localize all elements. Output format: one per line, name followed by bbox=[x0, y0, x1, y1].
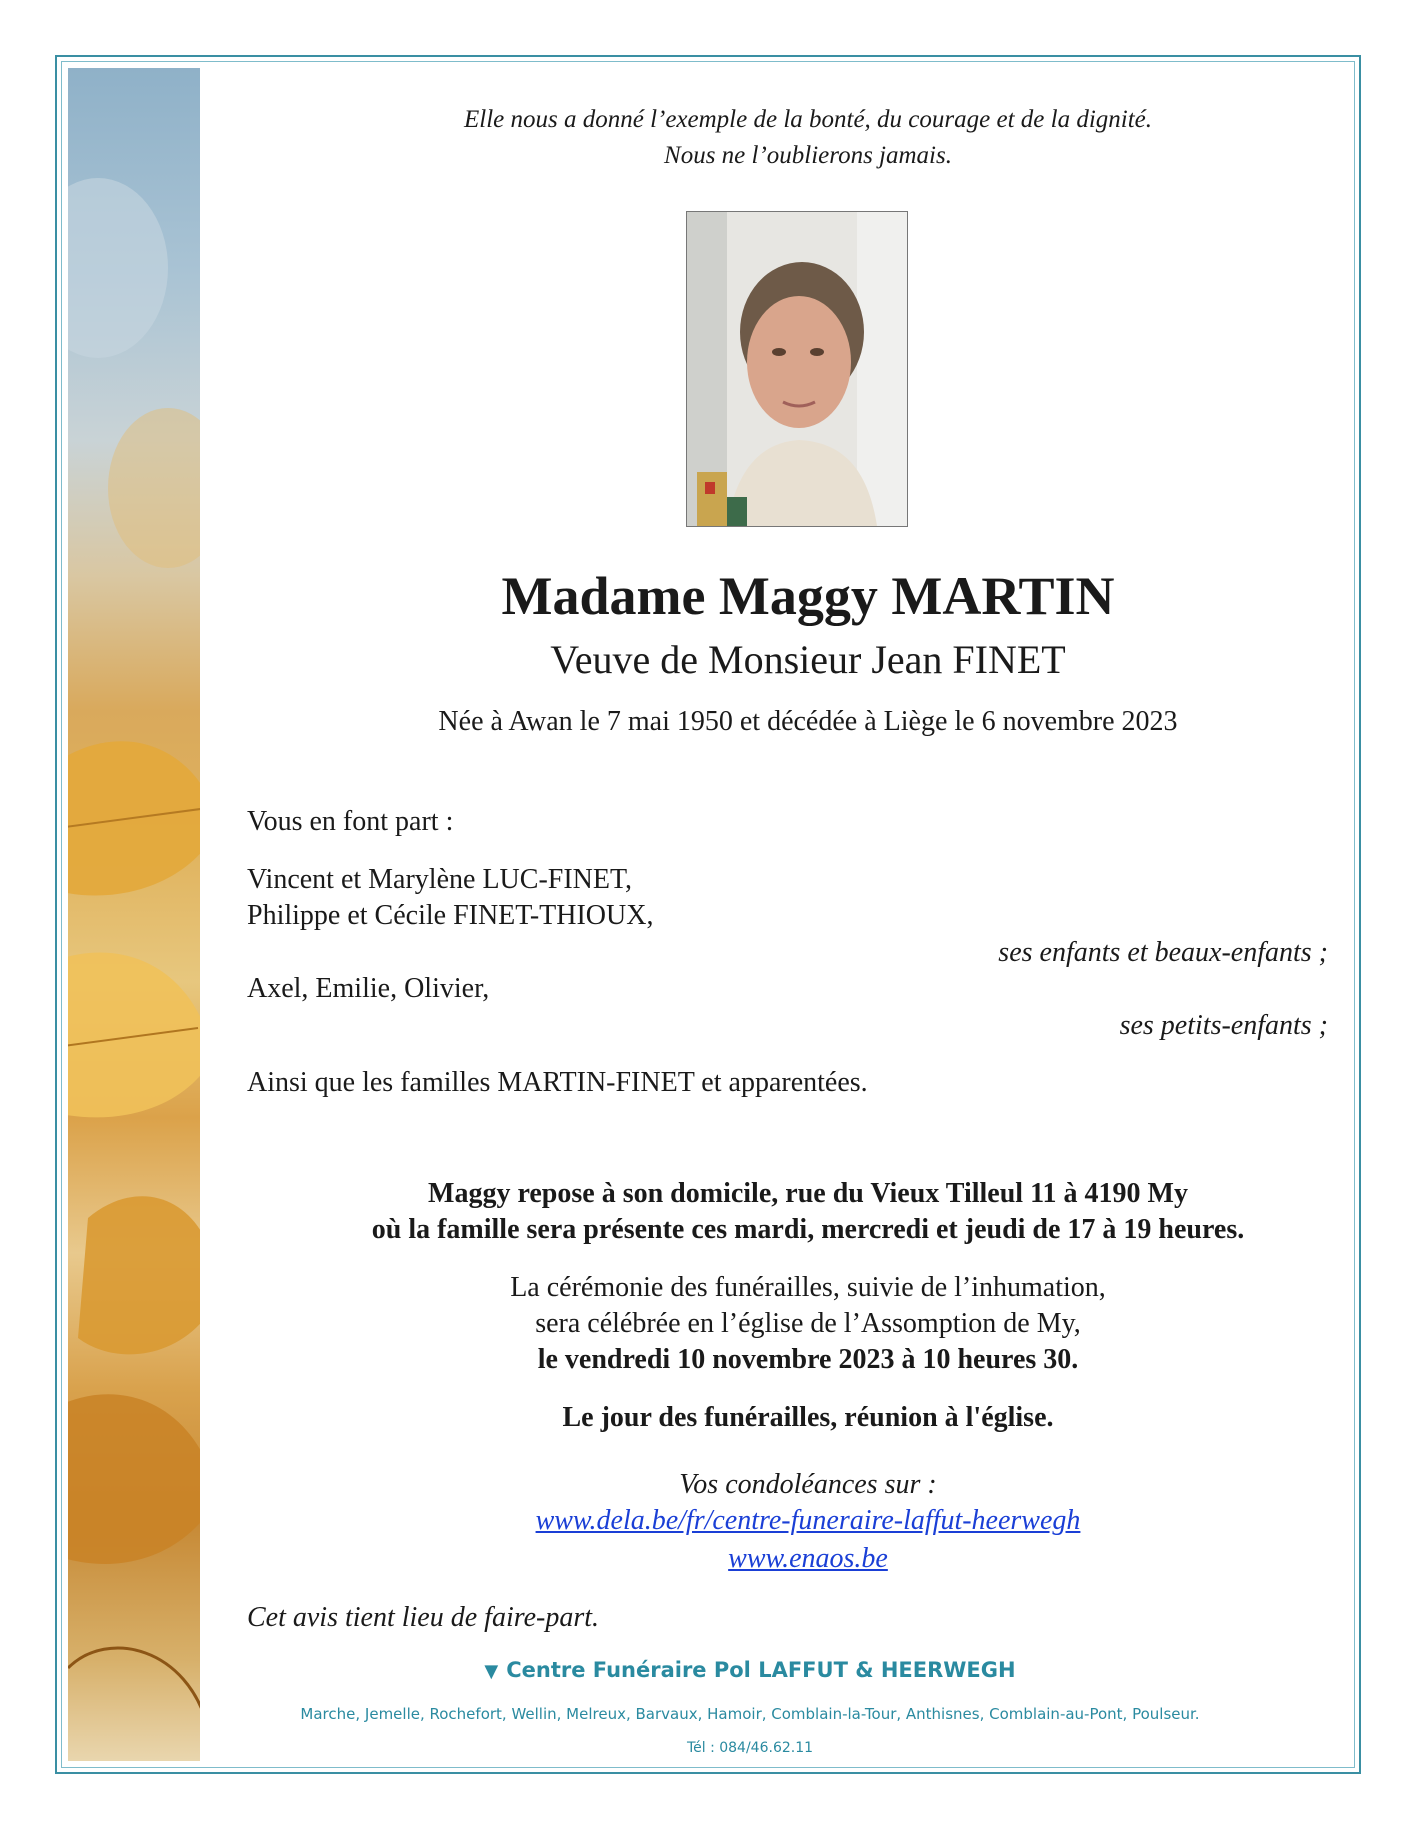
spouse-line: Veuve de Monsieur Jean FINET bbox=[550, 637, 1066, 682]
ceremony-line-2: sera célébrée en l’église de l’Assomption de My, bbox=[535, 1308, 1081, 1339]
epigraph-line-2: Nous ne l’oublierons jamais. bbox=[664, 142, 952, 169]
birth-death-dates: Née à Awan le 7 mai 1950 et décédée à Liège le 6 novembre 2023 bbox=[438, 706, 1178, 737]
ceremony-line-1: La cérémonie des funérailles, suivie de l’inhumation, bbox=[510, 1272, 1106, 1303]
epigraph-line-1: Elle nous a donné l’exemple de la bonté, du courage et de la dignité. bbox=[463, 106, 1152, 133]
deceased-name: Madame Maggy MARTIN bbox=[501, 566, 1115, 626]
autumn-leaves-strip bbox=[68, 68, 200, 1761]
notice-text: Cet avis tient lieu de faire-part. bbox=[247, 1602, 600, 1633]
family-intro: Vous en font part : bbox=[247, 806, 454, 837]
meeting-note: Le jour des funérailles, réunion à l'église. bbox=[562, 1402, 1054, 1433]
funeral-home-phone: Tél : 084/46.62.11 bbox=[686, 1740, 814, 1756]
children-line-2: Philippe et Cécile FINET-THIOUX, bbox=[247, 900, 654, 931]
visitation-line-2: où la famille sera présente ces mardi, mercredi et jeudi de 17 à 19 heures. bbox=[371, 1214, 1245, 1245]
condolences-link-dela[interactable]: www.dela.be/fr/centre-funeraire-laffut-heerwegh bbox=[535, 1505, 1081, 1536]
condolences-link-enaos[interactable]: www.enaos.be bbox=[728, 1543, 888, 1574]
funeral-home-name: ▼ Centre Funéraire Pol LAFFUT & HEERWEGH bbox=[484, 1658, 1016, 1682]
portrait-photo bbox=[686, 211, 908, 527]
children-role: ses enfants et beaux-enfants ; bbox=[998, 937, 1328, 968]
children-line-1: Vincent et Marylène LUC-FINET, bbox=[247, 864, 633, 895]
funeral-home-locations: Marche, Jemelle, Rochefort, Wellin, Melreux, Barvaux, Hamoir, Comblain-la-Tour, Anthisnes, Comblain-au-Pont, Poulseur. bbox=[300, 1705, 1200, 1723]
grandchildren-role: ses petits-enfants ; bbox=[1119, 1010, 1328, 1041]
grandchildren: Axel, Emilie, Olivier, bbox=[247, 973, 490, 1004]
condolences-label: Vos condoléances sur : bbox=[679, 1469, 937, 1500]
triangle-down-icon: ▼ bbox=[484, 1661, 499, 1682]
visitation-line-1: Maggy repose à son domicile, rue du Vieux Tilleul 11 à 4190 My bbox=[428, 1178, 1188, 1209]
other-families: Ainsi que les familles MARTIN-FINET et apparentées. bbox=[247, 1067, 868, 1098]
portrait-image bbox=[687, 212, 907, 526]
ceremony-date: le vendredi 10 novembre 2023 à 10 heures 30. bbox=[537, 1344, 1079, 1375]
autumn-leaves-image bbox=[68, 68, 200, 1761]
